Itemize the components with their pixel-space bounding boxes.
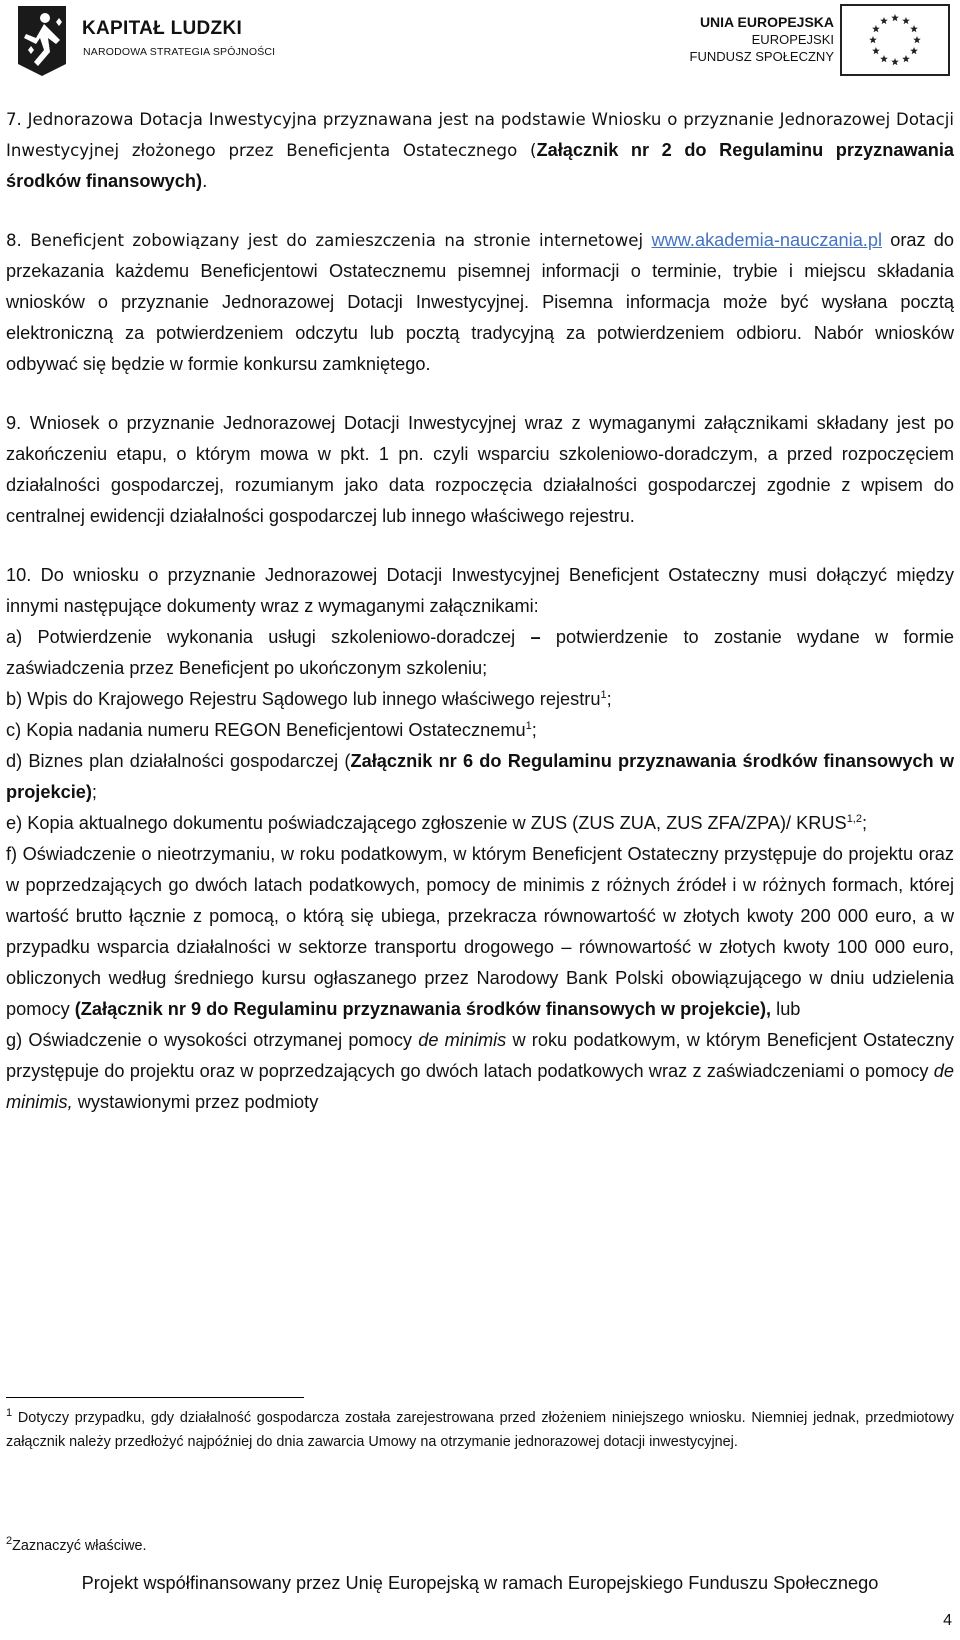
kapital-ludzki-subtitle: NARODOWA STRATEGIA SPÓJNOŚCI: [83, 46, 276, 58]
item-g-end: wystawionymi przez podmioty: [72, 1092, 319, 1112]
footnote-1: [6, 1406, 954, 1454]
kapital-ludzki-emblem-icon: [14, 4, 70, 78]
eu-logo-text: [690, 14, 834, 65]
paragraph-7: [6, 104, 954, 197]
paragraph-10: [6, 560, 954, 1118]
page-number: 4: [943, 1612, 952, 1629]
p7-end: .: [202, 172, 208, 191]
item-g-mid: w roku podatkowym, w którym Beneficjent Ostateczny przystępuje do projektu oraz w poprzedzających go dwóch latach podatkowych wraz z zaświadczeniami o pomocy: [6, 1030, 954, 1081]
item-b: b) Wpis do Krajowego Rejestru Sądowego lub innego właściwego rejestru: [6, 689, 601, 709]
item-b-end: ;: [606, 689, 612, 709]
kapital-ludzki-logo: [14, 4, 276, 78]
footnote-2-mark: 2: [6, 1535, 13, 1548]
footnote-2-text: Zaznaczyć właściwe.: [12, 1538, 147, 1554]
p8-body: oraz do przekazania każdemu Beneficjentowi Ostatecznemu pisemnej informacji o terminie, trybie i miejscu składania wniosków o przyznanie Jednorazowej Dotacji Inwestycyjnej. Pisemna informacja może być wysłana pocztą elektroniczną za potwierdzeniem odczytu lub pocztą tradycyjną za potwierdzeniem odbioru. Nabór wniosków odbywać się będzie w formie konkursu zamkniętego.: [6, 230, 954, 374]
item-c-footnote-ref: 1: [525, 719, 532, 732]
item-c-end: ;: [531, 720, 537, 740]
item-d-bold: Załącznik nr 6 do Regulaminu przyznawania środków finansowych w projekcie): [6, 751, 955, 802]
paragraph-8: [6, 225, 954, 380]
item-d-end: ;: [91, 782, 97, 802]
paragraph-9: [6, 408, 954, 532]
item-a-dash: –: [530, 627, 541, 647]
page-footer: Projekt współfinansowany przez Unię Europejską w ramach Europejskiego Funduszu Społecznego: [81, 1573, 879, 1593]
p10-intro: 10. Do wniosku o przyznanie Jednorazowej Dotacji Inwestycyjnej Beneficjent Ostateczny musi dołączyć między innymi następujące dokumenty wraz z wymaganymi załącznikami:: [6, 565, 954, 616]
eu-line3: FUNDUSZ SPOŁECZNY: [689, 49, 834, 64]
eu-line1: UNIA EUROPEJSKA: [699, 14, 834, 30]
p9-a: 9. Wniosek o przyznanie Jednorazowej Dotacji Inwestycyjnej wraz z wymaganymi załącznikami składany jest po zakończeniu etapu, o którym mowa w pkt. 1 pn.: [6, 413, 954, 464]
item-g: g) Oświadczenie o wysokości otrzymanej pomocy: [6, 1030, 419, 1050]
item-c: c) Kopia nadania numeru REGON Beneficjentowi Ostatecznemu: [6, 720, 526, 740]
eu-flag-icon: [840, 4, 950, 76]
item-e-footnote-ref: 1,2: [846, 812, 862, 825]
item-f-bold: (Załącznik nr 9 do Regulaminu przyznawania środków finansowych w projekcie),: [74, 999, 772, 1019]
item-e-end: ;: [861, 813, 868, 833]
footnote-1-mark: 1: [6, 1407, 13, 1420]
footnote-2: [6, 1534, 954, 1558]
kapital-ludzki-title: KAPITAŁ LUDZKI: [82, 18, 243, 39]
p7-text: 7. Jednorazowa Dotacja Inwestycyjna przyznawana jest na podstawie Wniosku o przyznanie Jednorazowej Dotacji Inwestycyjnej złożonego przez Beneficjenta Ostatecznego (: [6, 110, 954, 160]
footnote-separator: [6, 1397, 304, 1398]
page-header: [0, 0, 960, 90]
eu-line2: EUROPEJSKI: [751, 32, 834, 47]
item-d: d) Biznes plan działalności gospodarczej (: [6, 751, 351, 771]
item-f: f) Oświadczenie o nieotrzymaniu, w roku podatkowym, w którym Beneficjent Ostateczny przystępuje do projektu oraz w poprzedzających go dwóch latach podatkowych, pomocy de minimis z różnych źródeł i w różnych formach, której wartość brutto łącznie z pomocą, o którą się ubiega, przekracza równowartość w złotych kwoty 200 000 euro, a w przypadku wsparcia działalności w sektorze transportu drogowego – równowartość w złotych kwoty 100 000 euro, obliczonych według średniego kursu ogłaszanego przez Narodowy Bank Polski obowiązującego w dniu udzielenia pomocy: [6, 844, 954, 1019]
document-body: [6, 104, 954, 1118]
akademia-link[interactable]: www.akademia-nauczania.pl: [651, 230, 883, 250]
item-e: e) Kopia aktualnego dokumentu poświadczającego zgłoszenie w ZUS (ZUS ZUA, ZUS ZFA/ZPA)/ KRUS: [6, 813, 847, 833]
item-b-footnote-ref: 1: [600, 688, 607, 701]
p9-b: czyli wsparciu szkoleniowo-doradczym, a przed rozpoczęciem działalności gospodarczej, rozumianym jako data rozpoczęcia działalności gospodarczej zgodnie z wpisem do centralnej ewidencji działalności gospodarczej lub innego właściwego rejestru.: [6, 444, 955, 526]
item-f-end: lub: [771, 999, 801, 1019]
p8-intro: 8. Beneficjent zobowiązany jest do zamieszczenia na stronie internetowej: [6, 231, 652, 250]
p7-bold: Załącznik nr 2 do Regulaminu przyznawania środków finansowych): [6, 140, 954, 191]
eu-logo: [680, 0, 950, 80]
item-g-italic-2: de minimis,: [6, 1061, 954, 1112]
item-a-rest: potwierdzenie to zostanie wydane w formie zaświadczenia przez Beneficjent po ukończonym szkoleniu;: [6, 627, 955, 678]
item-a: a) Potwierdzenie wykonania usługi szkoleniowo-doradczej: [6, 627, 531, 647]
item-g-italic-1: de minimis: [418, 1030, 507, 1050]
footnote-1-text: Dotyczy przypadku, gdy działalność gospodarcza została zarejestrowana przed złożeniem niniejszego wniosku. Niemniej jednak, przedmiotowy załącznik należy przedłożyć najpóźniej do dnia zawarcia Umowy na otrzymanie jednorazowej dotacji inwestycyjnej.: [6, 1410, 954, 1450]
